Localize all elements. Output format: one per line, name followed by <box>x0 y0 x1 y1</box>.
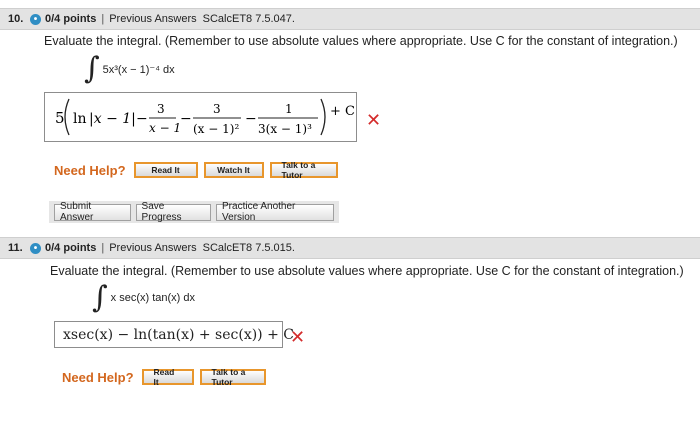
minus-sign: − <box>245 111 257 127</box>
answer-abs: |x − 1| <box>89 111 136 127</box>
incorrect-icon: ✕ <box>366 110 382 131</box>
previous-answers-link[interactable]: Previous Answers <box>109 13 197 25</box>
info-icon[interactable]: • <box>30 14 41 25</box>
answer-field[interactable] <box>54 321 294 348</box>
action-bar <box>49 201 339 223</box>
question-number: 11. <box>8 242 23 254</box>
talk-to-tutor-button[interactable]: Talk to a Tutor <box>270 162 338 178</box>
answer-ln: ln <box>73 111 87 127</box>
previous-answers-link[interactable]: Previous Answers <box>109 242 197 254</box>
minus-sign: − <box>180 111 192 127</box>
separator: | <box>101 242 105 254</box>
source-label: SCalcET8 7.5.047. <box>202 13 295 25</box>
save-progress-button[interactable]: Save Progress <box>136 204 211 221</box>
integral-expression <box>84 51 175 86</box>
question-11-header <box>0 237 700 259</box>
points-label: 0/4 points <box>45 13 97 25</box>
source-label: SCalcET8 7.5.015. <box>202 242 295 254</box>
question-prompt: Evaluate the integral. (Remember to use absolute values where appropriate. Use C for the constant of integration.) <box>50 264 684 278</box>
integrand: x sec(x) tan(x) dx <box>110 292 195 304</box>
info-icon[interactable]: • <box>30 243 41 254</box>
submit-answer-button[interactable]: Submit Answer <box>54 204 131 221</box>
integral-expression <box>92 280 195 315</box>
frac3-numerator: 1 <box>285 102 293 116</box>
plus-c: + C <box>330 104 355 119</box>
answer-math <box>53 93 353 141</box>
read-it-button[interactable]: Read It <box>134 162 198 178</box>
integral-icon: ∫ <box>92 280 108 315</box>
answer-coef: 5 <box>55 109 65 127</box>
frac1-numerator: 3 <box>157 102 165 116</box>
points-label: 0/4 points <box>45 242 97 254</box>
separator: | <box>101 13 105 25</box>
answer-field[interactable] <box>44 92 357 142</box>
read-it-button[interactable]: Read It <box>142 369 194 385</box>
need-help-row <box>62 369 272 385</box>
integrand: 5x³(x − 1)⁻⁴ dx <box>102 63 175 76</box>
frac2-denominator: (x − 1)² <box>193 122 240 136</box>
need-help-row <box>54 162 344 178</box>
right-paren <box>321 99 325 135</box>
watch-it-button[interactable]: Watch It <box>204 162 264 178</box>
need-help-label: Need Help? <box>62 369 134 385</box>
need-help-label: Need Help? <box>54 162 126 178</box>
answer-value: xsec(x) − ln(tan(x) + sec(x)) + C <box>63 326 294 343</box>
minus-sign: − <box>136 111 148 127</box>
question-prompt: Evaluate the integral. (Remember to use absolute values where appropriate. Use C for the constant of integration.) <box>44 34 678 48</box>
talk-to-tutor-button[interactable]: Talk to a Tutor <box>200 369 266 385</box>
left-paren <box>65 99 69 135</box>
frac3-denominator: 3(x − 1)³ <box>258 122 312 136</box>
question-number: 10. <box>8 13 24 25</box>
practice-another-version-button[interactable]: Practice Another Version <box>216 204 334 221</box>
integral-icon: ∫ <box>84 51 100 86</box>
frac1-denominator: x − 1 <box>149 121 182 135</box>
question-10-header <box>0 8 700 30</box>
incorrect-icon: ✕ <box>290 327 306 348</box>
frac2-numerator: 3 <box>213 102 221 116</box>
